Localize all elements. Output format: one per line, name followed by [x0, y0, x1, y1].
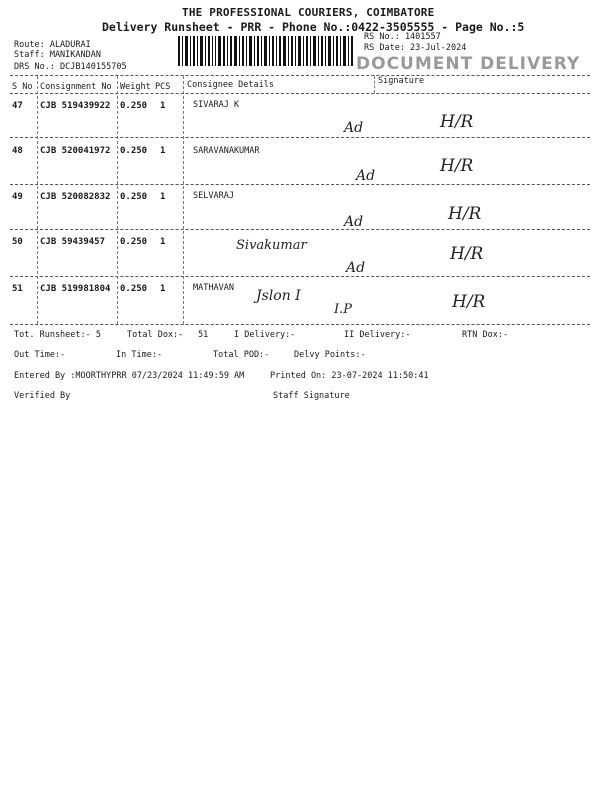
column-divider — [117, 76, 118, 324]
row-consignee: SELVARAJ — [193, 191, 234, 201]
barcode — [178, 36, 356, 66]
row-signature: H/R — [448, 204, 482, 224]
company-name: THE PROFESSIONAL COURIERS, COIMBATORE — [182, 6, 435, 19]
i-delivery: I Delivery:- — [234, 330, 296, 340]
row-pcs: 1 — [160, 101, 166, 111]
total-pod: Total POD:- — [213, 350, 270, 360]
row-handwritten-mark: Ad — [344, 120, 364, 136]
row-handwritten-mark: I.P — [334, 302, 353, 317]
row-consignee: MATHAVAN — [193, 283, 234, 293]
row-pcs: 1 — [160, 237, 166, 247]
table-top-rule — [10, 75, 590, 76]
total-dox-value: 51 — [198, 330, 209, 340]
in-time: In Time:- — [116, 350, 163, 360]
col-header-weight: Weight — [120, 82, 151, 92]
row-consignment: CJB 519981804 — [40, 284, 111, 294]
row-handwritten-mark: Ad — [356, 168, 376, 184]
header-bottom-rule — [10, 93, 590, 94]
printed-on: Printed On: 23-07-2024 11:50:41 — [270, 371, 429, 381]
runsheet-title: Delivery Runsheet - PRR - Phone No.:0422-3505555 - Page No.:5 — [102, 20, 525, 34]
row-consignee: SIVARAJ K — [193, 100, 240, 110]
row-weight: 0.250 — [120, 192, 148, 202]
verified-by: Verified By — [14, 391, 71, 401]
row-sno: 49 — [12, 192, 23, 202]
out-time: Out Time:- — [14, 350, 66, 360]
row-rule — [10, 137, 590, 138]
table-bottom-rule — [10, 324, 590, 325]
row-sno: 51 — [12, 284, 23, 294]
row-consignment: CJB 520082832 — [40, 192, 111, 202]
row-pcs: 1 — [160, 284, 166, 294]
row-pcs: 1 — [160, 146, 166, 156]
col-header-signature: Signature — [378, 76, 425, 86]
row-rule — [10, 276, 590, 277]
row-consignment: CJB 520041972 — [40, 146, 111, 156]
row-sno: 50 — [12, 237, 23, 247]
column-divider — [183, 76, 184, 324]
row-signature: H/R — [450, 244, 484, 264]
rs-number: RS No.: 1401557 — [364, 32, 441, 42]
row-signature: H/R — [452, 292, 486, 312]
row-weight: 0.250 — [120, 101, 148, 111]
row-sno: 48 — [12, 146, 23, 156]
row-weight: 0.250 — [120, 237, 148, 247]
row-handwritten-mark: Ad — [344, 214, 364, 230]
row-consignee: SARAVANAKUMAR — [193, 146, 260, 156]
row-rule — [10, 229, 590, 230]
row-rule — [10, 184, 590, 185]
row-pcs: 1 — [160, 192, 166, 202]
ii-delivery: II Delivery:- — [344, 330, 411, 340]
col-header-consignment: Consignment No — [40, 82, 112, 92]
entered-by: Entered By :MOORTHYPRR 07/23/2024 11:49:59 AM — [14, 371, 245, 381]
rtn-dox: RTN Dox:- — [462, 330, 509, 340]
row-sno: 47 — [12, 101, 23, 111]
col-header-sno: S No — [12, 82, 33, 92]
tot-runsheet: Tot. Runsheet:- 5 — [14, 330, 101, 340]
col-header-pcs: PCS — [155, 82, 171, 92]
rs-date: RS Date: 23-Jul-2024 — [364, 43, 467, 53]
route: Route: ALADURAI — [14, 40, 91, 50]
delvy-points: Delvy Points:- — [294, 350, 366, 360]
row-handwritten-name: Jslon I — [256, 288, 301, 304]
row-signature: H/R — [440, 112, 474, 132]
row-weight: 0.250 — [120, 146, 148, 156]
row-handwritten-name: Sivakumar — [236, 238, 307, 253]
row-handwritten-mark: Ad — [346, 260, 366, 276]
column-divider — [37, 76, 38, 324]
staff-signature: Staff Signature — [273, 391, 350, 401]
drs-number: DRS No.: DCJB140155705 — [14, 62, 127, 72]
document-delivery-stamp: DOCUMENT DELIVERY — [356, 54, 581, 74]
column-divider — [374, 76, 375, 93]
col-header-consignee: Consignee Details — [187, 80, 274, 90]
row-consignment: CJB 519439922 — [40, 101, 111, 111]
row-consignment: CJB 59439457 — [40, 237, 106, 247]
total-dox-label: Total Dox:- — [127, 330, 184, 340]
staff: Staff: MANIKANDAN — [14, 50, 101, 60]
row-weight: 0.250 — [120, 284, 148, 294]
row-signature: H/R — [440, 156, 474, 176]
